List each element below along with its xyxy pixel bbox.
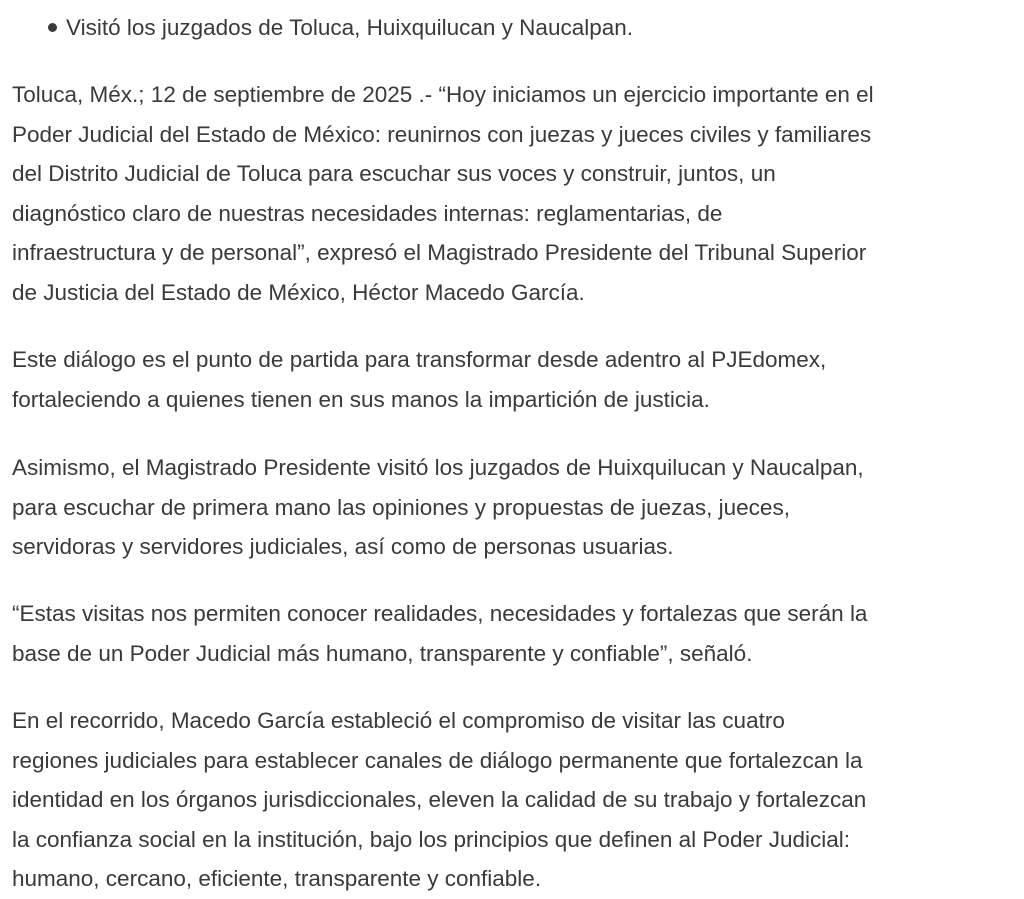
paragraph-line: Poder Judicial del Estado de México: reunirnos con juezas y jueces civiles y familiares (12, 121, 872, 147)
paragraph-line: la confianza social en la institución, bajo los principios que definen al Poder Judicial: (12, 826, 851, 852)
paragraph-commitment (12, 701, 1012, 899)
paragraph-line: identidad en los órganos jurisdiccionales, eleven la calidad de su trabajo y fortalezcan (12, 787, 867, 812)
paragraph-line: para escuchar de primera mano las opiniones y propuestas de juezas, jueces, (12, 494, 790, 520)
summary-bullet-list (32, 8, 633, 48)
paragraph-line: del Distrito Judicial de Toluca para escuchar sus voces y construir, juntos, un (12, 161, 776, 186)
paragraph-quote (12, 594, 1012, 673)
paragraph-line: En el recorrido, Macedo García estableció el compromiso de visitar las cuatro (12, 708, 785, 733)
paragraph-line: Este diálogo es el punto de partida para transformar desde adentro al PJEdomex, (12, 347, 827, 372)
paragraph-line: “Estas visitas nos permiten conocer realidades, necesidades y fortalezas que serán la (12, 601, 868, 626)
paragraph-opening (12, 75, 1012, 312)
paragraph-line: regiones judiciales para establecer canales de diálogo permanente que fortalezcan la (12, 747, 863, 773)
paragraph-visits (12, 448, 1012, 567)
paragraph-dialogue (12, 340, 1012, 419)
paragraph-line: infraestructura y de personal”, expresó el Magistrado Presidente del Tribunal Superior (12, 240, 867, 265)
paragraph-line: Asimismo, el Magistrado Presidente visitó los juzgados de Huixquilucan y Naucalpan, (12, 455, 864, 480)
paragraph-line: Toluca, Méx.; 12 de septiembre de 2025 .- “Hoy iniciamos un ejercicio importante en el (12, 82, 874, 107)
paragraph-line: servidoras y servidores judiciales, así como de personas usuarias. (12, 534, 674, 559)
paragraph-line: humano, cercano, eficiente, transparente y confiable. (12, 866, 542, 891)
paragraph-line: de Justicia del Estado de México, Héctor Macedo García. (12, 279, 585, 305)
summary-bullet: Visitó los juzgados de Toluca, Huixquilucan y Naucalpan. (32, 8, 633, 48)
paragraph-line: diagnóstico claro de nuestras necesidades internas: reglamentarias, de (12, 200, 723, 226)
paragraph-line: fortaleciendo a quienes tienen en sus manos la impartición de justicia. (12, 386, 710, 412)
paragraph-line: base de un Poder Judicial más humano, transparente y confiable”, señaló. (12, 640, 753, 666)
